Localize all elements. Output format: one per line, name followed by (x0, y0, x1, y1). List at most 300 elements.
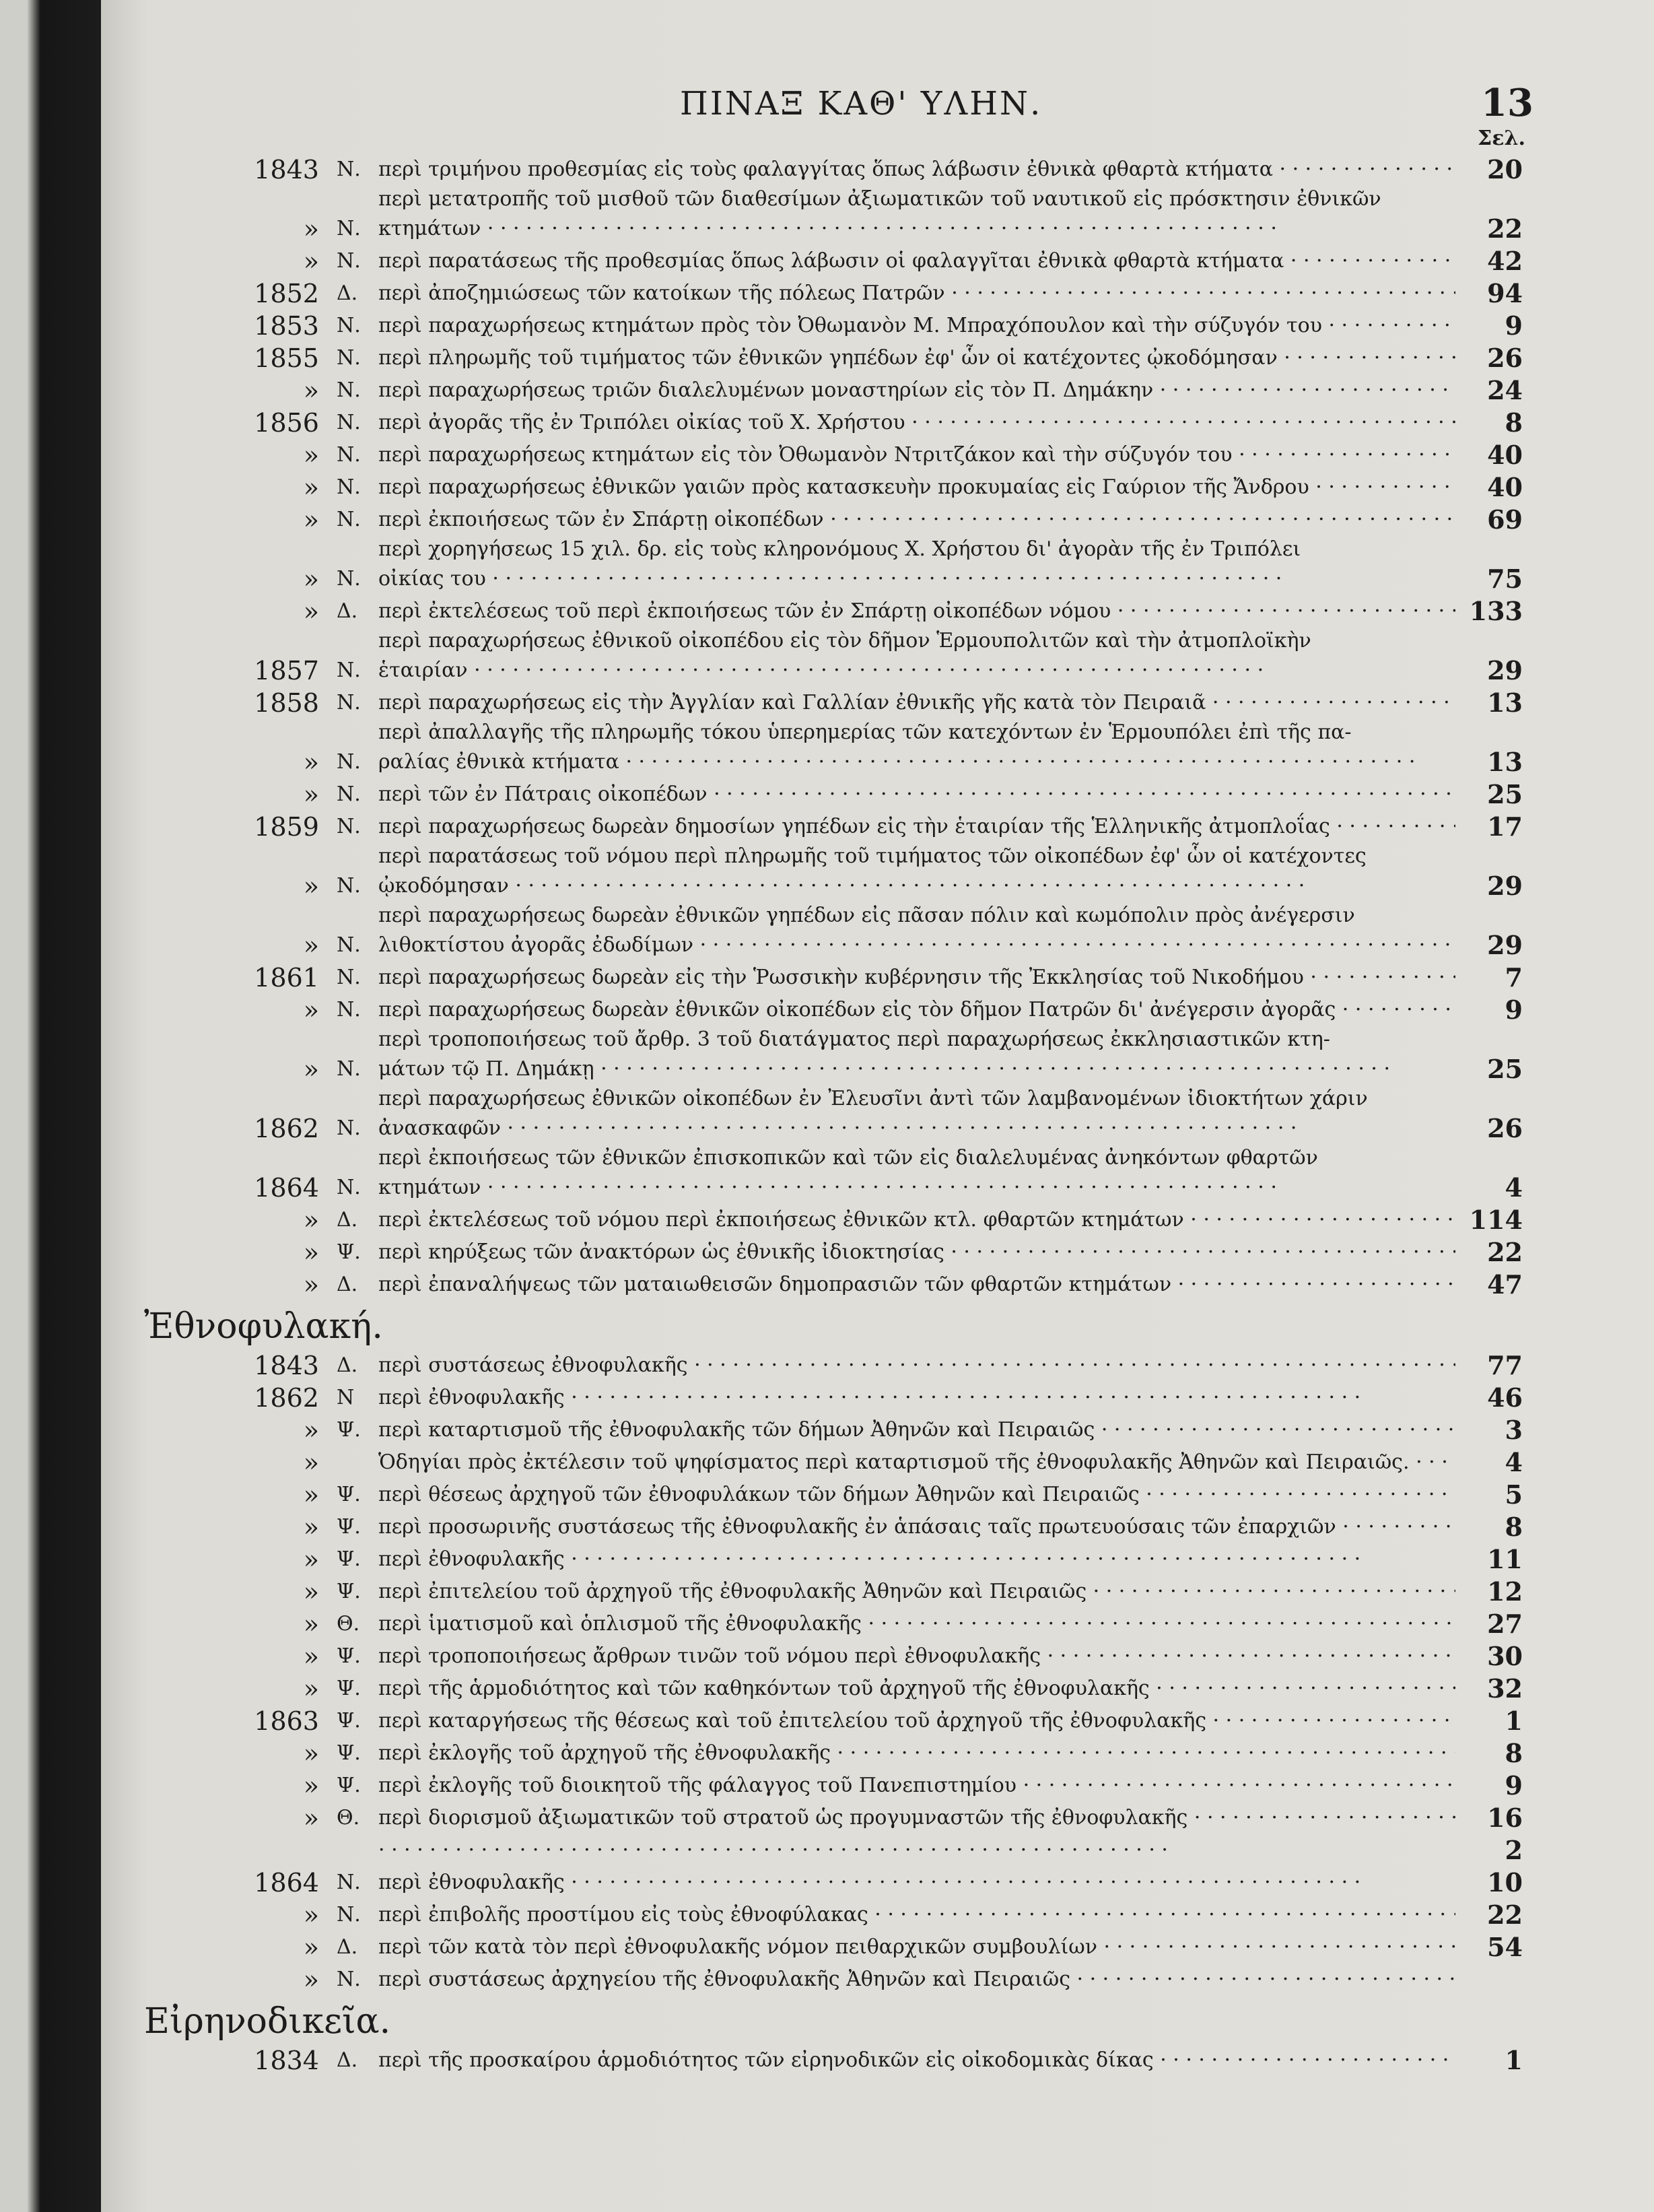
entry-text (378, 1351, 1455, 1380)
entry-type: Ν. (337, 411, 361, 434)
index-entry (101, 1833, 1654, 1865)
entry-text (378, 995, 1455, 1025)
entry-text-line: ἑταιρίαν · · · (378, 656, 1455, 685)
entry-type: Ν. (337, 443, 361, 467)
entry-page: 11 (1487, 1544, 1523, 1574)
entry-text (378, 408, 1455, 438)
entry-type: Δ. (337, 281, 358, 305)
entry-text (378, 1642, 1455, 1671)
entry-text (378, 1238, 1455, 1267)
entry-page: 10 (1487, 1867, 1523, 1898)
index-entry (101, 438, 1654, 470)
entry-page: 22 (1487, 1900, 1523, 1930)
index-entry (101, 1380, 1654, 1413)
entry-year: » (303, 871, 319, 901)
entry-text (378, 535, 1455, 594)
entry-year: 1834 (254, 2046, 319, 2075)
index-entry (101, 2043, 1654, 2075)
entry-page: 69 (1487, 504, 1523, 535)
document-page (101, 0, 1654, 2212)
entry-text-line: περὶ ἐθνοφυλακῆς · · · (378, 1383, 1455, 1413)
entry-text-line: περὶ διορισμοῦ ἀξιωματικῶν τοῦ στρατοῦ ὡς προγυμναστῶν τῆς ἐθνοφυλακῆς · · · (378, 1803, 1455, 1833)
entry-text-line: περὶ ἐθνοφυλακῆς · · · (378, 1545, 1455, 1574)
entry-year: » (303, 1205, 319, 1235)
entry-page: 13 (1487, 747, 1523, 777)
entry-text (378, 1836, 1455, 1865)
entry-text-line: Ὁδηγίαι πρὸς ἐκτέλεσιν τοῦ ψηφίσματος περὶ καταρτισμοῦ τῆς ἐθνοφυλακῆς Ἀθηνῶν καὶ Πειραιῶς. · · · (378, 1448, 1455, 1477)
entry-page: 13 (1487, 688, 1523, 718)
entry-text (378, 311, 1455, 341)
entry-text (378, 1448, 1455, 1477)
entry-year: » (303, 440, 319, 470)
index-entry (101, 1768, 1654, 1801)
entry-page: 4 (1505, 1447, 1523, 1477)
entry-year: » (303, 1238, 319, 1267)
entry-page: 29 (1487, 930, 1523, 960)
entry-year: » (303, 1771, 319, 1801)
entry-year: 1861 (254, 963, 319, 993)
entry-text (378, 1674, 1455, 1704)
index-entry (101, 809, 1654, 842)
entry-type: Ν. (337, 874, 361, 898)
entry-text (378, 842, 1455, 901)
entry-text-line: περὶ κηρύξεως τῶν ἀνακτόρων ὡς ἐθνικῆς ἰδιοκτησίας · · · (378, 1238, 1455, 1267)
page-column-label: Σελ. (1478, 127, 1525, 150)
entry-year: 1856 (254, 408, 319, 438)
entry-year: » (303, 1900, 319, 1930)
section-title: Εἰρηνοδικεῖα. (144, 2001, 391, 2042)
entry-year: » (303, 1512, 319, 1542)
entry-text-line: περὶ συστάσεως ἀρχηγείου τῆς ἐθνοφυλακῆς Ἀθηνῶν καὶ Πειραιῶς · · · (378, 1965, 1455, 1995)
entry-text (378, 688, 1455, 718)
entry-year: 1857 (254, 656, 319, 685)
entry-type: Ν. (337, 750, 361, 774)
entry-text-line: περὶ ἐκποιήσεως τῶν ἐν Σπάρτῃ οἰκοπέδων · · · (378, 505, 1455, 535)
index-entry (101, 1607, 1654, 1639)
index-entry (101, 1348, 1654, 1380)
entry-page: 30 (1487, 1641, 1523, 1671)
index-entry (101, 1477, 1654, 1510)
index-entry (101, 901, 1654, 960)
entry-year: 1863 (254, 1706, 319, 1736)
index-entry (101, 1898, 1654, 1930)
index-entry (101, 1801, 1654, 1833)
index-entry (101, 1413, 1654, 1445)
index-entry (101, 777, 1654, 809)
entry-text (378, 1383, 1455, 1413)
entry-text-line: μάτων τῷ Π. Δημάκῃ · · · (378, 1054, 1455, 1084)
index-entry (101, 1143, 1654, 1203)
entry-text (378, 963, 1455, 993)
entry-year: » (303, 1739, 319, 1768)
entry-text-line: κτημάτων · · · (378, 1173, 1455, 1203)
entry-page: 29 (1487, 655, 1523, 685)
entry-type: Ν. (337, 217, 361, 240)
entry-year: » (303, 1933, 319, 1962)
entry-type: Ν. (337, 1176, 361, 1199)
entry-page: 47 (1487, 1269, 1523, 1300)
entry-type: Δ. (337, 1273, 358, 1296)
entry-type: Ν. (337, 346, 361, 370)
index-entry (101, 1736, 1654, 1768)
entry-text-line: περὶ παρατάσεως τῆς προθεσμίας ὅπως λάβωσιν οἱ φαλαγγῖται ἐθνικὰ φθαρτὰ κτήματα · · · (378, 246, 1455, 276)
entry-type: Ν (337, 1386, 355, 1409)
entry-page: 25 (1487, 1054, 1523, 1084)
entry-text-line: περὶ ἐπιτελείου τοῦ ἀρχηγοῦ τῆς ἐθνοφυλακῆς Ἀθηνῶν καὶ Πειραιῶς · · · (378, 1577, 1455, 1607)
index-entry (101, 152, 1654, 185)
entry-page: 40 (1487, 440, 1523, 470)
entry-text-line: περὶ ἀπαλλαγῆς τῆς πληρωμῆς τόκου ὑπερημερίας τῶν κατεχόντων ἐν Ἑρμουπόλει ἐπὶ τῆς πα- (378, 720, 1352, 744)
entry-type: Ψ. (337, 1515, 361, 1539)
entry-type: Ν. (337, 249, 361, 273)
entry-type: Ν. (337, 475, 361, 499)
entry-page: 27 (1487, 1609, 1523, 1639)
entry-page: 40 (1487, 472, 1523, 502)
entry-text-line: περὶ ἀγορᾶς τῆς ἐν Τριπόλει οἰκίας τοῦ Χ. Χρήστου · · · (378, 408, 1455, 438)
entry-type: Θ. (337, 1612, 360, 1636)
entry-text-line: περὶ παραχωρήσεως δωρεὰν εἰς τὴν Ῥωσσικὴν κυβέρνησιν τῆς Ἐκκλησίας τοῦ Νικοδήμου · · · (378, 963, 1455, 993)
entry-text (378, 1025, 1455, 1084)
index-entry (101, 842, 1654, 901)
entry-year: 1855 (254, 343, 319, 373)
entry-year: 1853 (254, 311, 319, 341)
entry-year: » (303, 1965, 319, 1995)
entry-page: 20 (1487, 154, 1523, 185)
index-entry (101, 373, 1654, 405)
entry-text-line: ραλίας ἐθνικὰ κτήματα · · · (378, 747, 1455, 777)
entry-text (378, 626, 1455, 685)
entry-type: Ψ. (337, 1483, 361, 1506)
entry-text-line: περὶ τριμήνου προθεσμίας εἰς τοὺς φαλαγγίτας ὅπως λάβωσιν ἐθνικὰ φθαρτὰ κτήματα · · · (378, 155, 1455, 185)
entry-text (378, 1803, 1455, 1833)
book-spine (0, 0, 101, 2212)
entry-page: 7 (1505, 962, 1523, 993)
entry-year: 1843 (254, 1351, 319, 1380)
entry-text-line: περὶ παραχωρήσεως τριῶν διαλελυμένων μοναστηρίων εἰς τὸν Π. Δημάκην · · · (378, 376, 1455, 405)
entry-page: 94 (1487, 278, 1523, 308)
index-entry (101, 1962, 1654, 1995)
entry-text-line: ἀνασκαφῶν · · · (378, 1114, 1455, 1143)
entry-text (378, 376, 1455, 405)
entry-text (378, 1577, 1455, 1607)
entry-text-line: περὶ ἐθνοφυλακῆς · · · (378, 1868, 1455, 1898)
page-header (101, 79, 1654, 133)
entry-text (378, 1545, 1455, 1574)
entry-text (378, 2046, 1455, 2075)
entry-type: Ν. (337, 691, 361, 714)
index-entry (101, 1865, 1654, 1898)
entry-type: Ψ. (337, 1644, 361, 1668)
index-entry (101, 341, 1654, 373)
index-entry (101, 1510, 1654, 1542)
entry-text (378, 1965, 1455, 1995)
index-entry (101, 1704, 1654, 1736)
entry-text (378, 1771, 1455, 1801)
entry-page: 9 (1505, 310, 1523, 341)
entry-year: » (303, 1270, 319, 1300)
index-entry (101, 993, 1654, 1025)
entry-text-line: περὶ ἐκλογῆς τοῦ διοικητοῦ τῆς φάλαγγος τοῦ Πανεπιστημίου · · · (378, 1771, 1455, 1801)
entry-text-line: περὶ μετατροπῆς τοῦ μισθοῦ τῶν διαθεσίμων ἀξιωματικῶν τοῦ ναυτικοῦ εἰς πρόσκτησιν ἐθνικῶν (378, 187, 1381, 211)
index-entry (101, 1235, 1654, 1267)
entry-text-line: περὶ παρατάσεως τοῦ νόμου περὶ πληρωμῆς τοῦ τιμήματος τῶν οἰκοπέδων ἐφ' ὧν οἱ κατέχοντες (378, 844, 1367, 868)
entry-text (378, 1480, 1455, 1510)
entry-type: Δ. (337, 2048, 358, 2072)
entry-text-line: περὶ ἱματισμοῦ καὶ ὁπλισμοῦ τῆς ἐθνοφυλακῆς · · · (378, 1609, 1455, 1639)
entry-year: » (303, 1609, 319, 1639)
entry-page: 17 (1487, 811, 1523, 842)
entry-year: » (303, 931, 319, 960)
entry-text-line: οἰκίας του · · · (378, 564, 1455, 594)
entry-year: 1858 (254, 688, 319, 718)
entry-text-line: περὶ ἐπαναλήψεως τῶν ματαιωθεισῶν δημοπρασιῶν τῶν φθαρτῶν κτημάτων · · · (378, 1270, 1455, 1300)
entry-text (378, 473, 1455, 502)
entry-page: 114 (1469, 1205, 1523, 1235)
index-entry (101, 1203, 1654, 1235)
entry-year: 1852 (254, 279, 319, 308)
entry-page: 75 (1487, 564, 1523, 594)
entry-year: » (303, 780, 319, 809)
entry-page: 9 (1505, 995, 1523, 1025)
entry-type: Ν. (337, 1057, 361, 1081)
index-entry (101, 185, 1654, 244)
entry-year: 1864 (254, 1868, 319, 1898)
entry-year: » (303, 473, 319, 502)
index-entry (101, 1267, 1654, 1300)
entry-page: 8 (1505, 1512, 1523, 1542)
entry-year: 1862 (254, 1383, 319, 1413)
entry-text (378, 1706, 1455, 1736)
index-entry (101, 244, 1654, 276)
index-entry (101, 502, 1654, 535)
entry-page: 42 (1487, 246, 1523, 276)
entry-type: Ν. (337, 966, 361, 989)
entry-page: 32 (1487, 1673, 1523, 1704)
entry-text (378, 1205, 1455, 1235)
entry-text (378, 1933, 1455, 1962)
entry-text-line: περὶ τῶν ἐν Πάτραις οἰκοπέδων · · · (378, 780, 1455, 809)
entry-type: Ψ. (337, 1240, 361, 1264)
entry-text-line: περὶ ἐκτελέσεως τοῦ περὶ ἐκποιήσεως τῶν ἐν Σπάρτῃ οἰκοπέδων νόμου · · · (378, 597, 1455, 626)
entry-text-line: περὶ θέσεως ἀρχηγοῦ τῶν ἐθνοφυλάκων τῶν δήμων Ἀθηνῶν καὶ Πειραιῶς · · · (378, 1480, 1455, 1510)
entry-page: 2 (1505, 1835, 1523, 1865)
index-entry (101, 535, 1654, 594)
entry-text-line: περὶ παραχωρήσεως ἐθνικῶν γαιῶν πρὸς κατασκευὴν προκυμαίας εἰς Γαύριον τῆς Ἄνδρου · · · (378, 473, 1455, 502)
entry-type: Ν. (337, 314, 361, 337)
entry-text-line: λιθοκτίστου ἀγορᾶς ἐδωδίμων · · · (378, 931, 1455, 960)
entry-text-line: περὶ χορηγήσεως 15 χιλ. δρ. εἰς τοὺς κληρονόμους Χ. Χρήστου δι' ἀγορὰν τῆς ἐν Τριπόλει (378, 537, 1301, 561)
entry-page: 4 (1505, 1172, 1523, 1203)
entry-type: Ψ. (337, 1741, 361, 1765)
entry-page: 12 (1487, 1576, 1523, 1607)
index-entry (101, 1445, 1654, 1477)
entry-page: 5 (1505, 1479, 1523, 1510)
entry-year: » (303, 214, 319, 244)
entry-text (378, 1512, 1455, 1542)
index-entry (101, 1542, 1654, 1574)
entry-year: » (303, 1054, 319, 1084)
entry-text-line: περὶ τῶν κατὰ τὸν περὶ ἐθνοφυλακῆς νόμον πειθαρχικῶν συμβουλίων · · · (378, 1933, 1455, 1962)
entry-year: » (303, 1577, 319, 1607)
entry-text (378, 505, 1455, 535)
entry-text-line: περὶ τροποποιήσεως τοῦ ἄρθρ. 3 τοῦ διατάγματος περὶ παραχωρήσεως ἐκκλησιαστικῶν κτη- (378, 1028, 1330, 1051)
entry-text (378, 1084, 1455, 1143)
entry-text (378, 1868, 1455, 1898)
entry-type: Ν. (337, 1968, 361, 1991)
entry-text-line: περὶ καταρτισμοῦ τῆς ἐθνοφυλακῆς τῶν δήμων Ἀθηνῶν καὶ Πειραιῶς · · · (378, 1415, 1455, 1445)
entry-type: Ψ. (337, 1418, 361, 1442)
entry-year: » (303, 505, 319, 535)
entry-type: Ν. (337, 508, 361, 531)
entry-year: » (303, 1480, 319, 1510)
index-entry (101, 594, 1654, 626)
entry-text (378, 1270, 1455, 1300)
entry-text (378, 718, 1455, 777)
entry-year: 1864 (254, 1173, 319, 1203)
entry-text (378, 597, 1455, 626)
entry-year: » (303, 995, 319, 1025)
index-entry (101, 718, 1654, 777)
entry-text-line: περὶ τῆς προσκαίρου ἁρμοδιότητος τῶν εἰρηνοδικῶν εἰς οἰκοδομικὰς δίκας · · · (378, 2046, 1455, 2075)
entry-text-line: περὶ παραχωρήσεως δωρεὰν ἐθνικῶν οἰκοπέδων εἰς τὸν δῆμον Πατρῶν δι' ἀνέγερσιν ἀγορᾶς · · · (378, 995, 1455, 1025)
entry-type: Ψ. (337, 1547, 361, 1571)
entry-year: » (303, 1545, 319, 1574)
entry-page: 29 (1487, 871, 1523, 901)
entry-text (378, 1143, 1455, 1203)
entry-page: 9 (1505, 1770, 1523, 1801)
entry-text-line: περὶ παραχωρήσεως κτημάτων πρὸς τὸν Ὀθωμανὸν Μ. Μπραχόπουλον καὶ τὴν σύζυγόν του · · · (378, 311, 1455, 341)
section-title: Ἐθνοφυλακή. (144, 1306, 383, 1347)
entry-year: » (303, 1415, 319, 1445)
entry-text-line: περὶ προσωρινῆς συστάσεως τῆς ἐθνοφυλακῆς ἐν ἁπάσαις ταῖς πρωτευούσαις τῶν ἐπαρχιῶν · · · (378, 1512, 1455, 1542)
index-entry (101, 685, 1654, 718)
entry-page: 1 (1505, 1706, 1523, 1736)
entry-text-line: περὶ πληρωμῆς τοῦ τιμήματος τῶν ἐθνικῶν γηπέδων ἐφ' ὧν οἱ κατέχοντες ᾠκοδόμησαν · · · (378, 343, 1455, 373)
entry-text-line: περὶ ἀποζημιώσεως τῶν κατοίκων τῆς πόλεως Πατρῶν · · · (378, 279, 1455, 308)
entry-type: Ν. (337, 998, 361, 1021)
entry-text-line: περὶ παραχωρήσεως ἐθνικῶν οἰκοπέδων ἐν Ἐλευσῖνι ἀντὶ τῶν λαμβανομένων ἰδιοκτήτων χάριν (378, 1087, 1368, 1110)
index-entries (101, 152, 1654, 2075)
entry-text-line: κτημάτων · · · (378, 214, 1455, 244)
entry-page: 3 (1505, 1415, 1523, 1445)
entry-page: 22 (1487, 1237, 1523, 1267)
entry-page: 133 (1469, 596, 1523, 626)
index-entry (101, 276, 1654, 308)
entry-text (378, 1739, 1455, 1768)
index-entry (101, 1930, 1654, 1962)
index-entry (101, 470, 1654, 502)
entry-text-line: περὶ παραχωρήσεως δωρεὰν δημοσίων γηπέδων εἰς τὴν ἑταιρίαν τῆς Ἑλληνικῆς ἀτμοπλοΐας · · · (378, 812, 1455, 842)
entry-year: » (303, 1448, 319, 1477)
index-entry (101, 405, 1654, 438)
entry-page: 46 (1487, 1382, 1523, 1413)
entry-type: Δ. (337, 599, 358, 623)
entry-page: 1 (1505, 2045, 1523, 2075)
entry-year: » (303, 564, 319, 594)
entry-year: » (303, 246, 319, 276)
index-entry (101, 1084, 1654, 1143)
entry-type: Ν. (337, 1871, 361, 1894)
entry-type: Δ. (337, 1208, 358, 1232)
entry-text (378, 1415, 1455, 1445)
entry-page: 16 (1487, 1803, 1523, 1833)
entry-text-line: περὶ τροποποιήσεως ἄρθρων τινῶν τοῦ νόμου περὶ ἐθνοφυλακῆς · · · (378, 1642, 1455, 1671)
entry-text (378, 343, 1455, 373)
entry-type: Ν. (337, 378, 361, 402)
index-entry (101, 960, 1654, 993)
entry-page: 26 (1487, 343, 1523, 373)
entry-year: 1862 (254, 1114, 319, 1143)
entry-type: Ψ. (337, 1580, 361, 1603)
entry-page: 54 (1487, 1932, 1523, 1962)
entry-text-line: περὶ συστάσεως ἐθνοφυλακῆς · · · (378, 1351, 1455, 1380)
index-entry (101, 1025, 1654, 1084)
entry-year: 1843 (254, 155, 319, 185)
entry-year: » (303, 1674, 319, 1704)
entry-page: 77 (1487, 1350, 1523, 1380)
entry-text-line: περὶ ἐκποιήσεως τῶν ἐθνικῶν ἐπισκοπικῶν καὶ τῶν εἰς διαλελυμένας ἀνηκόντων φθαρτῶν (378, 1146, 1318, 1170)
index-entry (101, 308, 1654, 341)
entry-year: » (303, 376, 319, 405)
entry-text-line: περὶ παραχωρήσεως δωρεὰν ἐθνικῶν γηπέδων εἰς πᾶσαν πόλιν καὶ κωμόπολιν πρὸς ἀνέγερσιν (378, 904, 1355, 927)
entry-text-line: περὶ ἐπιβολῆς προστίμου εἰς τοὺς ἐθνοφύλακας · · · (378, 1900, 1455, 1930)
entry-page: 26 (1487, 1113, 1523, 1143)
entry-year: » (303, 597, 319, 626)
entry-text-line: περὶ τῆς ἁρμοδιότητος καὶ τῶν καθηκόντων τοῦ ἀρχηγοῦ τῆς ἐθνοφυλακῆς · · · (378, 1674, 1455, 1704)
entry-text (378, 1609, 1455, 1639)
running-title: ΠΙΝΑΞ ΚΑΘ' ΥΛΗΝ. (680, 85, 1043, 123)
entry-text (378, 901, 1455, 960)
entry-year: 1859 (254, 812, 319, 842)
entry-text-line: ᾠκοδόμησαν · · · (378, 871, 1455, 901)
page-number: 13 (1481, 81, 1534, 125)
entry-type: Ν. (337, 815, 361, 838)
entry-type: Ν. (337, 1116, 361, 1140)
entry-type: Ν. (337, 659, 361, 682)
entry-text (378, 812, 1455, 842)
entry-text-line: περὶ ἐκλογῆς τοῦ ἀρχηγοῦ τῆς ἐθνοφυλακῆς · · · (378, 1739, 1455, 1768)
entry-page: 8 (1505, 1738, 1523, 1768)
index-entry (101, 1639, 1654, 1671)
entry-text-line: περὶ καταργήσεως τῆς θέσεως καὶ τοῦ ἐπιτελείου τοῦ ἀρχηγοῦ τῆς ἐθνοφυλακῆς · · · (378, 1706, 1455, 1736)
entry-text-line: περὶ ἐκτελέσεως τοῦ νόμου περὶ ἐκποιήσεως ἐθνικῶν κτλ. φθαρτῶν κτημάτων · · · (378, 1205, 1455, 1235)
entry-type: Ν. (337, 782, 361, 806)
entry-type: Ν. (337, 158, 361, 181)
entry-text (378, 1900, 1455, 1930)
entry-text (378, 279, 1455, 308)
entry-type: Δ. (337, 1935, 358, 1959)
entry-year: » (303, 1803, 319, 1833)
entry-year: » (303, 1642, 319, 1671)
entry-type: Ν. (337, 567, 361, 591)
entry-type: Ψ. (337, 1677, 361, 1700)
index-entry (101, 1671, 1654, 1704)
entry-text (378, 155, 1455, 185)
entry-text-line (378, 1836, 1455, 1865)
entry-text-line: περὶ παραχωρήσεως ἐθνικοῦ οἰκοπέδου εἰς τὸν δῆμον Ἑρμουπολιτῶν καὶ τὴν ἀτμοπλοϊκὴν (378, 629, 1311, 652)
entry-type: Ν. (337, 933, 361, 957)
entry-page: 22 (1487, 213, 1523, 244)
entry-page: 24 (1487, 375, 1523, 405)
entry-type: Ψ. (337, 1709, 361, 1733)
entry-type: Ψ. (337, 1774, 361, 1797)
entry-year: » (303, 747, 319, 777)
entry-text (378, 246, 1455, 276)
entry-type: Θ. (337, 1806, 360, 1830)
entry-text (378, 440, 1455, 470)
entry-text (378, 185, 1455, 244)
index-entry (101, 626, 1654, 685)
